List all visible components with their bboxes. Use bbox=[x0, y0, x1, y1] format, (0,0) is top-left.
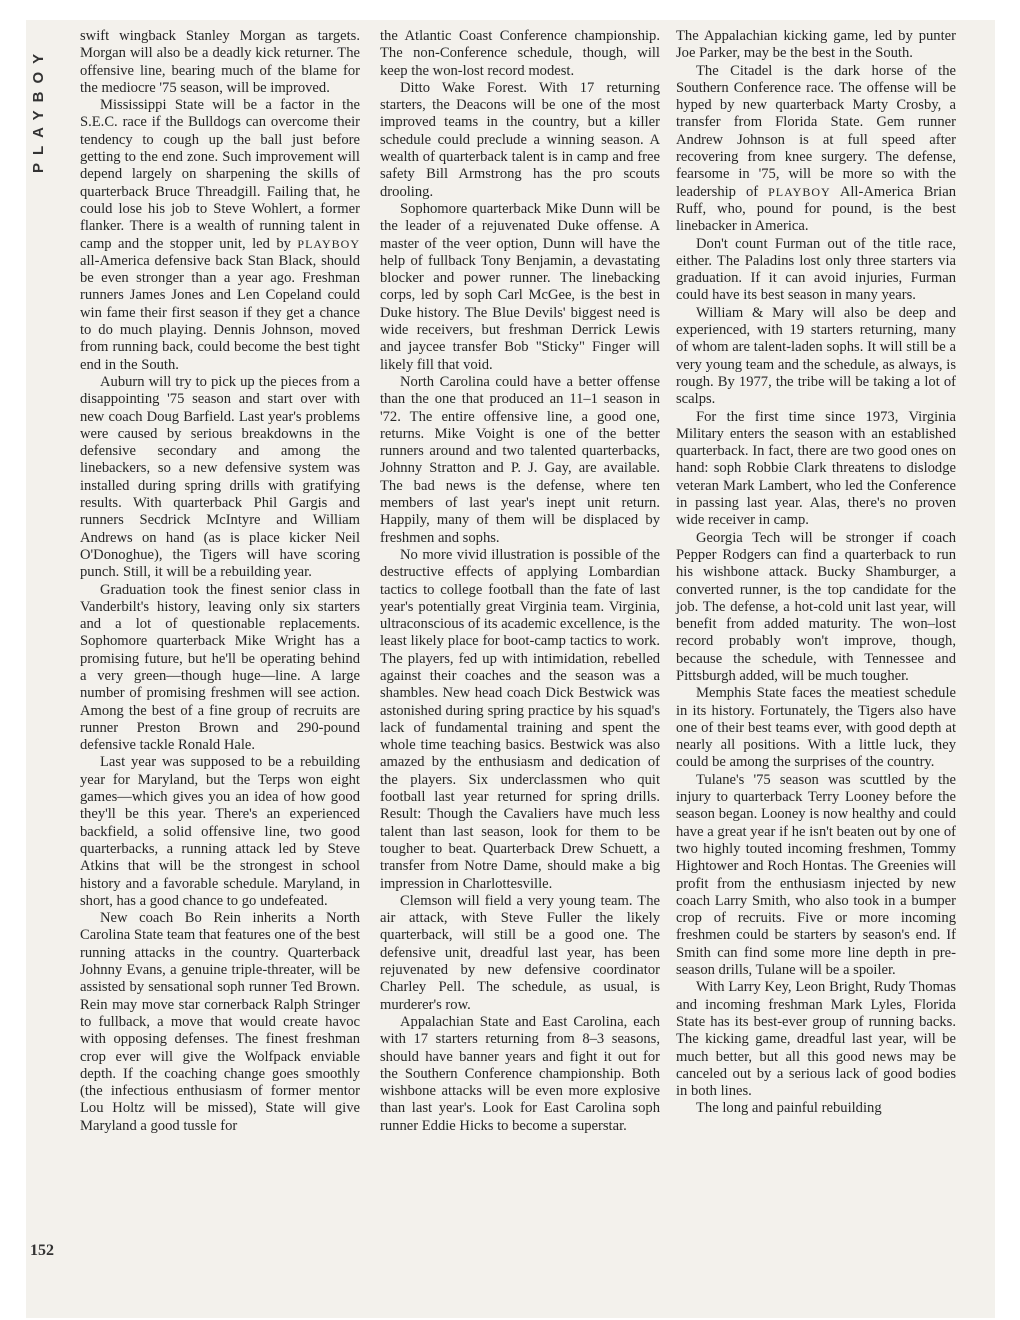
text-column-3 bbox=[676, 28, 956, 1118]
paragraph: William & Mary will also be deep and experienced, with 19 starters returning, many of whom are talent-laden sophs. It will still be a very young team and the schedule, as always, is rough. By 1977, the tribe will be taking a lot of scalps. bbox=[676, 304, 956, 408]
playboy-smallcaps: PLAYBOY bbox=[297, 236, 360, 251]
paragraph: Don't count Furman out of the title race, either. The Paladins lost only three starters via graduation. If it can avoid injuries, Furman could have its best season in many years. bbox=[676, 235, 956, 304]
paragraph: The Citadel is the dark horse of the Southern Conference race. The offense will be hyped by new quarterback Marty Crosby, a transfer from Florida State. Gem runner Andrew Johnson is at full speed after recovering from knee surgery. The defense, fearsome in '75, will be more so with the leadership of PLAYBOY All-America Brian Ruff, who, pound for pound, is the best linebacker in America. bbox=[676, 62, 956, 235]
paragraph: the Atlantic Coast Conference championship. The non-Conference schedule, though, will keep the won-lost record modest. bbox=[380, 28, 660, 79]
paragraph: Georgia Tech will be stronger if coach Pepper Rodgers can find a quarterback to run his wishbone attack. Bucky Shamburger, a converted runner, is the top candidate for the job. The defense, a hot-cold unit last year, will benefit from added maturity. The won–lost record probably won't improve, though, because the schedule, with Tennessee and Pittsburgh added, will be much tougher. bbox=[676, 529, 956, 684]
paragraph: Memphis State faces the meatiest schedule in its history. Fortunately, the Tigers also have one of their best teams ever, with good depth at nearly all positions. With a little luck, they could be among the surprises of the country. bbox=[676, 685, 956, 771]
paragraph: swift wingback Stanley Morgan as targets. Morgan will also be a deadly kick returner. The offensive line, bearing much of the blame for the mediocre '75 season, will be improved. bbox=[80, 28, 360, 96]
paragraph: Ditto Wake Forest. With 17 returning starters, the Deacons will be one of the most improved teams in the country, but a killer schedule could preclude a winning season. A wealth of quarterback talent is in camp and free safety Bill Armstrong has the pro scouts drooling. bbox=[380, 79, 660, 200]
paragraph: The long and painful rebuilding bbox=[696, 1100, 882, 1117]
paragraph: Last year was supposed to be a rebuilding year for Maryland, but the Terps won eight games—which gives you an idea of how good they'll be this year. There's an experienced backfield, a solid offensive line, two good quarterbacks, a running attack led by Steve Atkins that will be the strongest in school history and a favorable schedule. Maryland, in short, has a good chance to go undefeated. bbox=[80, 754, 360, 909]
text-column-2 bbox=[380, 28, 660, 1135]
paragraph: Graduation took the finest senior class in Vanderbilt's history, leaving only six starters and a lot of questionable replacements. Sophomore quarterback Mike Wright has a promising future, but he'll be operating behind a very green—though huge—line. A large number of promising freshmen will see action. Among the best of a fine group of recruits are runner Preston Brown and 290-pound defensive tackle Ronald Hale. bbox=[80, 581, 360, 754]
page-number: 152 bbox=[30, 1242, 54, 1259]
paragraph: Tulane's '75 season was scuttled by the injury to quarterback Terry Looney before the season began. Looney is now healthy and could have a great year if he isn't beaten out by one of two highly touted incoming freshmen, Tommy Hightower and Roch Hontas. The Greenies will profit from the enthusiasm injected by new coach Larry Smith, who also took in a bumper crop of recruits. Five or more incoming freshmen could be starters by season's end. If Smith can find some more line depth in pre-season drills, Tulane will be a spoiler. bbox=[676, 771, 956, 979]
paragraph: Sophomore quarterback Mike Dunn will be the leader of a rejuvenated Duke offense. A master of the veer option, Dunn will have the help of fullback Tony Benjamin, a devastating blocker and power runner. The linebacking corps, led by soph Carl McGee, is the best in Duke history. The Blue Devils' biggest need is wide receivers, but freshman Derrick Lewis and jaycee transfer Bob "Sticky" Finger will likely fill that void. bbox=[380, 200, 660, 373]
paragraph: North Carolina could have a better offense than the one that produced an 11–1 season in '72. The entire offensive line, a good one, returns. Mike Voight is one of the better runners around and two talented quarterbacks, Johnny Stratton and P. J. Gay, are available. The bad news is the defense, where ten members of last year's inept unit return. Happily, many of them will be displaced by freshmen and sophs. bbox=[380, 373, 660, 546]
paragraph: New coach Bo Rein inherits a North Carolina State team that features one of the best running attacks in the country. Quarterback Johnny Evans, a genuine triple-threater, will be assisted by sensational soph runner Ted Brown. Rein may move star cornerback Ralph Stringer to fullback, a move that would create havoc with opposing defenses. The finest freshman crop ever will give the Wolfpack enviable depth. If the coaching change goes smoothly (the infectious enthusiasm of former mentor Lou Holtz will be missed), State will give Maryland a good tussle for bbox=[80, 910, 360, 1134]
paragraph: The Appalachian kicking game, led by punter Joe Parker, may be the best in the South. bbox=[676, 28, 956, 62]
paragraph: Mississippi State will be a factor in the S.E.C. race if the Bulldogs can overcome their tendency to cough up the ball just before getting to the end zone. Such improvement will depend largely on sharpening the skills of quarterback Bruce Threadgill. Failing that, he could lose his job to Steve Wohlert, a former flanker. There is a wealth of running talent in camp and the stopper unit, led by PLAYBOY all-America defensive back Stan Black, should be even stronger than a year ago. Freshman runners James Jones and Len Copeland could win fame their first season if they get a chance to do much playing. Dennis Johnson, moved from running back, could become the best tight end in the South. bbox=[80, 97, 360, 373]
paragraph: Appalachian State and East Carolina, each with 17 starters returning from 8–3 seasons, should have banner years and fight it out for the Southern Conference championship. Both wishbone attacks will be even more explosive than last year's. Look for East Carolina soph runner Eddie Hicks to become a superstar. bbox=[380, 1013, 660, 1134]
text-column-1 bbox=[80, 28, 360, 1135]
paragraph: For the first time since 1973, Virginia Military enters the season with an established quarterback. In fact, there are two good ones on hand: soph Robbie Clark threatens to dislodge veteran Mark Lambert, who led the Conference in passing last year. Alas, there's no proven wide receiver in camp. bbox=[676, 408, 956, 529]
paragraph: Clemson will field a very young team. The air attack, with Steve Fuller the likely quarterback, will still be a good one. The defensive unit, dreadful last year, has been rejuvenated by new defensive coordinator Charley Pell. The schedule, as usual, is murderer's row. bbox=[380, 892, 660, 1013]
paragraph: With Larry Key, Leon Bright, Rudy Thomas and incoming freshman Mark Lyles, Florida State has its best-ever group of running backs. The kicking game, dreadful last year, will be much better, but all this good news may be canceled out by a serious lack of good bodies in both lines. bbox=[676, 979, 956, 1100]
masthead-title: PLAYBOY bbox=[30, 45, 47, 173]
paragraph: Auburn will try to pick up the pieces from a disappointing '75 season and start over with new coach Doug Barfield. Last year's problems were caused by serious breakdowns in the defensive secondary and among the linebackers, so a new defensive system was installed during spring drills with gratifying results. With quarterback Phil Gargis and runners Secdrick McIntyre and William Andrews on hand (as is place kicker Neil O'Donoghue), the Tigers will have scoring punch. Still, it will be a rebuilding year. bbox=[80, 373, 360, 581]
paragraph: No more vivid illustration is possible of the destructive effects of applying Lombardian tactics to college football than the fate of last year's potentially great Virginia team. Virginia, ultraconscious of its academic excellence, is the least likely place for boot-camp tactics to work. The players, fed up with intimidation, rebelled against their coaches and the season was a shambles. New head coach Dick Bestwick was astonished during spring practice by his squad's lack of fundamental training and spent the whole time teaching basics. Bestwick was also amazed by the enthusiasm and dedication of the players. Six underclassmen who quit football last year returned for spring drills. Result: Though the Cavaliers have much less talent than last season, look for them to be tougher to beat. Quarterback Drew Schuett, a transfer from Notre Dame, should make a big impression in Charlottesville. bbox=[380, 546, 661, 892]
playboy-smallcaps: PLAYBOY bbox=[768, 184, 831, 199]
